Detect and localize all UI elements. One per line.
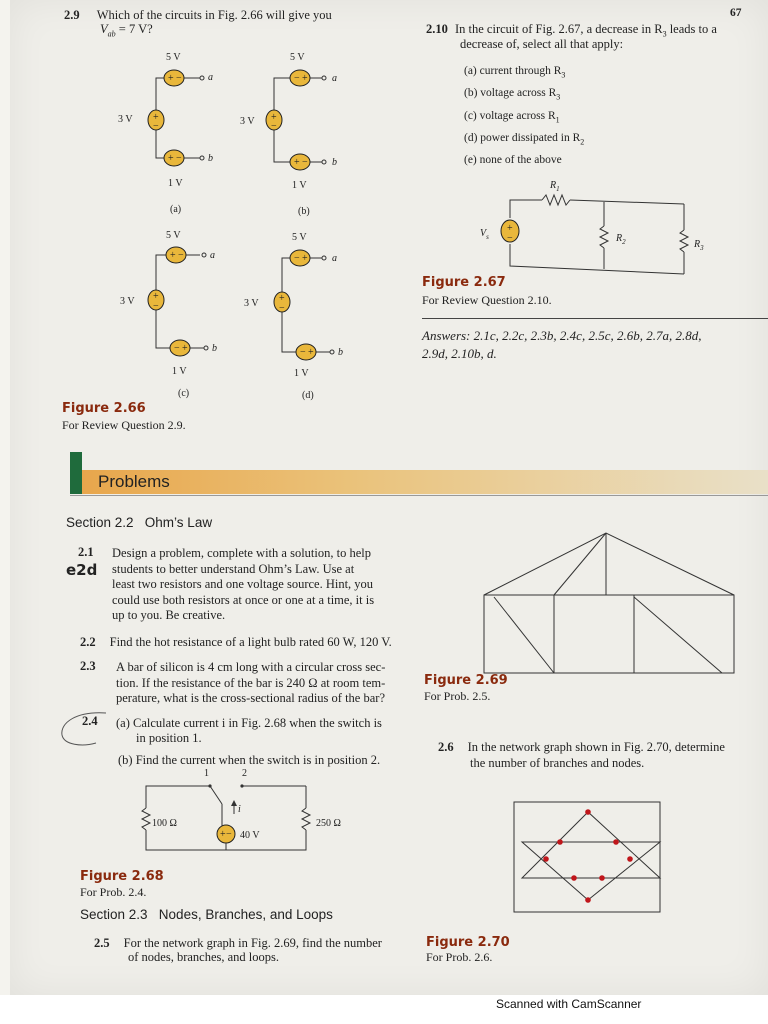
option-d: (d) power dissipated in $R_2$ — [464, 131, 585, 147]
svg-text:1: 1 — [204, 768, 209, 779]
svg-text:−: − — [271, 121, 277, 132]
problem-2-4-number: 2.4 — [82, 714, 98, 728]
figure-2-70-caption: For Prob. 2.6. — [426, 950, 493, 964]
problem-2-2: 2.2 Find the hot resistance of a light bulb rated 60 W, 120 V. — [80, 635, 392, 649]
svg-text:a: a — [208, 72, 213, 83]
svg-text:a: a — [332, 73, 337, 84]
figure-2-66-title: Figure 2.66 — [62, 401, 146, 416]
svg-text:−: − — [176, 153, 182, 164]
question-2-10: 2.10 In the circuit of Fig. 2.67, a decrease in $R_3$ leads to a — [426, 22, 717, 39]
camscanner-watermark: Scanned with CamScanner — [496, 997, 642, 1011]
answers-line2: 2.9d, 2.10b, d. — [422, 346, 497, 361]
svg-text:b: b — [332, 157, 337, 168]
svg-text:40 V: 40 V — [240, 830, 260, 841]
problems-rule — [70, 495, 768, 496]
svg-text:+: + — [182, 343, 188, 354]
svg-text:b: b — [212, 343, 217, 354]
problems-heading: Problems — [98, 472, 170, 491]
vs-label: $V_s$ — [480, 228, 489, 241]
figure-2-66-caption: For Review Question 2.9. — [62, 418, 186, 432]
svg-text:+: + — [302, 73, 308, 84]
problem-2-6-line2: the number of branches and nodes. — [470, 756, 645, 770]
svg-text:3 V: 3 V — [118, 114, 133, 125]
section-2-3-heading: Section 2.3 Nodes, Branches, and Loops — [80, 907, 333, 922]
svg-text:250 Ω: 250 Ω — [316, 818, 341, 829]
problem-2-5: 2.5 For the network graph in Fig. 2.69, find the number — [94, 936, 382, 950]
svg-text:+: + — [507, 223, 513, 234]
svg-text:(b): (b) — [298, 206, 310, 217]
svg-text:1 V: 1 V — [172, 366, 187, 377]
r2-label: $R_2$ — [616, 233, 626, 246]
option-a: (a) current through $R_3$ — [464, 65, 566, 80]
figure-2-67 — [470, 178, 740, 278]
svg-text:2: 2 — [242, 768, 247, 779]
scanner-footer — [0, 995, 768, 1024]
svg-text:+: + — [308, 347, 314, 358]
problem-2-4-b: (b) Find the current when the switch is in position 2. — [118, 753, 381, 767]
question-2-9 — [64, 8, 332, 23]
svg-text:+: + — [271, 112, 277, 123]
figure-2-69 — [474, 525, 768, 680]
svg-text:−: − — [302, 157, 308, 168]
svg-text:3 V: 3 V — [240, 116, 255, 127]
src-a-top-sign: + — [168, 73, 174, 84]
question-2-9-line2: $V_{ab} = 7$ V? — [100, 22, 153, 39]
option-e: (e) none of the above — [464, 154, 562, 167]
svg-text:(d): (d) — [302, 390, 314, 401]
svg-text:b: b — [208, 153, 213, 164]
problem-2-6: 2.6 In the network graph shown in Fig. 2.70, determine — [438, 740, 725, 754]
figure-2-69-title: Figure 2.69 — [424, 673, 508, 688]
circuit-c — [120, 230, 217, 399]
svg-text:5 V: 5 V — [292, 232, 307, 243]
figure-2-70 — [508, 796, 678, 916]
svg-text:−: − — [153, 121, 159, 132]
svg-text:−: − — [507, 233, 513, 244]
svg-text:+: + — [170, 250, 176, 261]
svg-text:−: − — [176, 73, 182, 84]
svg-text:1 V: 1 V — [168, 178, 183, 189]
svg-text:−: − — [294, 253, 300, 264]
svg-text:a: a — [332, 253, 337, 264]
question-2-10-options — [464, 62, 584, 170]
svg-text:−: − — [153, 301, 159, 312]
svg-text:+: + — [279, 293, 285, 304]
svg-text:5 V: 5 V — [166, 230, 181, 241]
svg-text:−: − — [279, 303, 285, 314]
svg-text:5 V: 5 V — [166, 52, 181, 63]
option-b: (b) voltage across $R_3$ — [464, 87, 561, 102]
section-2-2-heading: Section 2.2 Ohm’s Law — [66, 515, 213, 530]
svg-text:+: + — [153, 291, 159, 302]
problem-2-1-text: Design a problem, complete with a solution, to help students to better understand Ohm’s Law. Use at least two resistors and one voltage source. Hint, you could use both resistors at once or one at a time, it is up to you. Be creative. — [112, 546, 375, 622]
svg-text:+: + — [220, 829, 226, 840]
svg-text:3 V: 3 V — [120, 296, 135, 307]
problems-banner-accent — [70, 452, 82, 494]
figure-2-68 — [130, 764, 341, 859]
figure-2-67-caption: For Review Question 2.10. — [422, 293, 552, 307]
svg-text:100 Ω: 100 Ω — [152, 818, 177, 829]
problem-2-4-a2: in position 1. — [136, 731, 202, 745]
problems-banner — [70, 470, 768, 494]
e2d-logo-icon: e2d — [66, 561, 98, 579]
problem-2-1-number: 2.1 — [78, 545, 94, 559]
figure-2-68-caption: For Prob. 2.4. — [80, 885, 147, 899]
svg-text:1 V: 1 V — [292, 180, 307, 191]
option-c: (c) voltage across $R_1$ — [464, 109, 560, 124]
question-number: 2.9 — [64, 8, 80, 22]
figure-2-67-title: Figure 2.67 — [422, 275, 506, 290]
circuit-d — [244, 232, 343, 401]
svg-text:+: + — [153, 112, 159, 123]
circuit-b — [240, 52, 337, 217]
problem-2-3-number: 2.3 — [80, 659, 96, 673]
svg-text:−: − — [174, 343, 180, 354]
figure-2-68-title: Figure 2.68 — [80, 869, 164, 884]
figure-2-70-title: Figure 2.70 — [426, 935, 510, 950]
graph-nodes — [543, 809, 633, 903]
svg-text:+: + — [302, 253, 308, 264]
svg-text:−: − — [226, 829, 232, 840]
r1-label: $R_1$ — [550, 180, 560, 193]
svg-text:(c): (c) — [178, 388, 190, 399]
svg-text:3 V: 3 V — [244, 298, 259, 309]
r3-label: $R_3$ — [694, 239, 704, 252]
svg-text:1 V: 1 V — [294, 368, 309, 379]
svg-text:−: − — [178, 250, 184, 261]
problem-2-4-a: (a) Calculate current i in Fig. 2.68 when the switch is — [116, 716, 382, 730]
answers-line1: Answers: 2.1c, 2.2c, 2.3b, 2.4c, 2.5c, 2.6b, 2.7a, 2.8d, — [422, 328, 702, 343]
figure-2-69-caption: For Prob. 2.5. — [424, 689, 491, 703]
svg-text:b: b — [338, 347, 343, 358]
svg-text:a: a — [210, 250, 215, 261]
svg-text:−: − — [300, 347, 306, 358]
svg-text:(a): (a) — [170, 204, 182, 215]
page-number: 67 — [730, 7, 742, 19]
svg-text:+: + — [294, 157, 300, 168]
svg-text:5 V: 5 V — [290, 52, 305, 63]
svg-text:i: i — [238, 804, 241, 815]
problem-2-3-text: A bar of silicon is 4 cm long with a circular cross sec- tion. If the resistance of the bar is 240 Ω at room tem- perature, what is the cross-sectional radius of the bar? — [116, 660, 386, 705]
svg-text:+: + — [168, 153, 174, 164]
problem-2-5-line2: of nodes, branches, and loops. — [128, 950, 280, 964]
circuit-a — [118, 52, 213, 215]
figure-2-66 — [60, 40, 380, 410]
question-text: Which of the circuits in Fig. 2.66 will give you — [96, 8, 332, 22]
svg-text:−: − — [294, 73, 300, 84]
question-2-10-line2: decrease of, select all that apply: — [460, 37, 624, 51]
answers-divider — [422, 318, 768, 319]
